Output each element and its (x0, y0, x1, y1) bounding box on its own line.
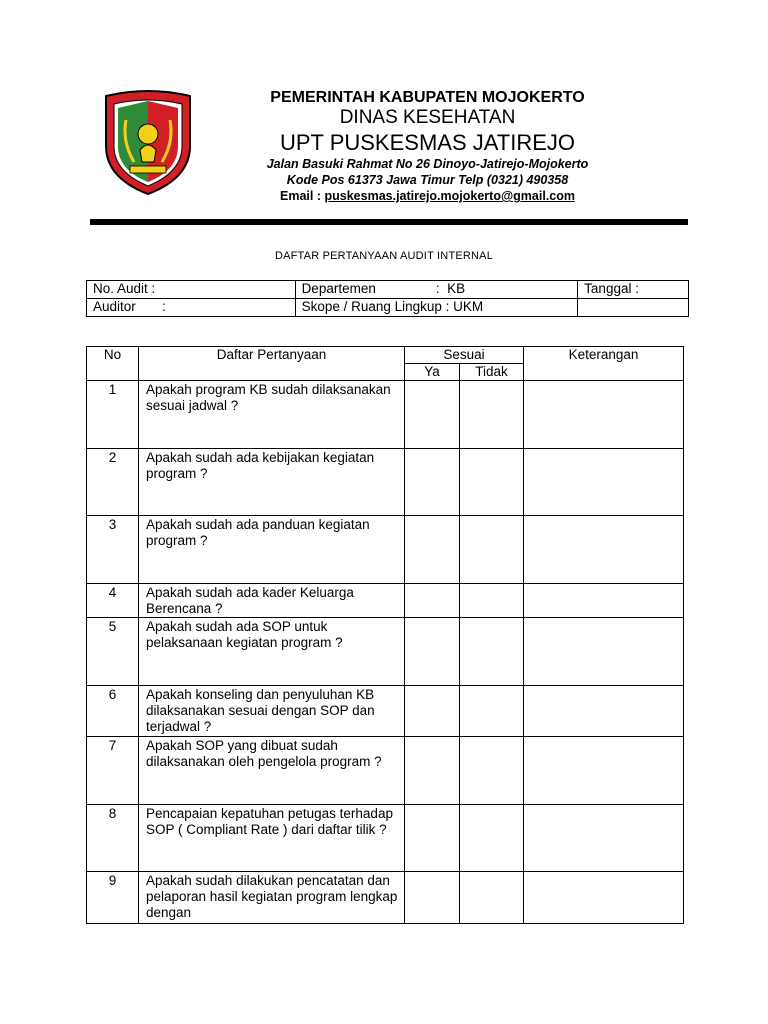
address-line-1: Jalan Basuki Rahmat No 26 Dinoyo-Jatirejo-Mojokerto (266, 157, 589, 171)
keterangan-cell[interactable] (524, 584, 684, 618)
header-sesuai: Sesuai (405, 347, 524, 364)
table-row (87, 737, 684, 805)
regency-crest-logo (100, 90, 196, 196)
table-row (87, 686, 684, 737)
email-label: Email : (280, 189, 325, 203)
email-link[interactable]: puskesmas.jatirejo.mojokerto@gmail.com (324, 189, 575, 203)
email-line (215, 188, 640, 204)
ya-checkbox-cell[interactable] (405, 618, 460, 686)
row-number: 6 (87, 686, 139, 737)
skope-cell: Skope / Ruang Lingkup : UKM (295, 299, 578, 317)
tidak-checkbox-cell[interactable] (460, 516, 524, 584)
ya-checkbox-cell[interactable] (405, 584, 460, 618)
keterangan-cell[interactable] (524, 686, 684, 737)
table-row (87, 449, 684, 516)
no-audit-cell: No. Audit : (87, 281, 296, 299)
row-question: Apakah sudah ada kebijakan kegiatan program ? (139, 449, 405, 516)
unit-name: UPT PUSKESMAS JATIREJO (279, 130, 576, 155)
table-row (87, 618, 684, 686)
row-number: 8 (87, 805, 139, 872)
document-title: DAFTAR PERTANYAAN AUDIT INTERNAL (274, 250, 494, 262)
tidak-checkbox-cell[interactable] (460, 449, 524, 516)
tidak-checkbox-cell[interactable] (460, 737, 524, 805)
row-number: 9 (87, 872, 139, 924)
tidak-checkbox-cell[interactable] (460, 381, 524, 449)
empty-cell (578, 299, 689, 317)
header-tidak: Tidak (460, 364, 524, 381)
row-question: Apakah konseling dan penyuluhan KB dilaksanakan sesuai dengan SOP dan terjadwal ? (139, 686, 405, 737)
tidak-checkbox-cell[interactable] (460, 805, 524, 872)
address-line-2: Kode Pos 61373 Jawa Timur Telp (0321) 490358 (286, 173, 569, 187)
row-number: 4 (87, 584, 139, 618)
tidak-checkbox-cell[interactable] (460, 584, 524, 618)
row-question: Pencapaian kepatuhan petugas terhadap SOP ( Compliant Rate ) dari daftar tilik ? (139, 805, 405, 872)
header-keterangan: Keterangan (524, 347, 684, 381)
row-question: Apakah sudah ada kader Keluarga Berencana ? (139, 584, 405, 618)
keterangan-cell[interactable] (524, 516, 684, 584)
auditor-cell: Auditor : (87, 299, 296, 317)
table-row (87, 516, 684, 584)
audit-question-table (86, 346, 684, 924)
letterhead (215, 86, 640, 204)
header-ya: Ya (405, 364, 460, 381)
tidak-checkbox-cell[interactable] (460, 618, 524, 686)
department-name: DINAS KESEHATAN (339, 107, 516, 128)
row-question: Apakah program KB sudah dilaksanakan sesuai jadwal ? (139, 381, 405, 449)
departemen-cell: Departemen : KB (295, 281, 578, 299)
row-question: Apakah SOP yang dibuat sudah dilaksanakan oleh pengelola program ? (139, 737, 405, 805)
table-row (87, 872, 684, 924)
row-number: 2 (87, 449, 139, 516)
table-row (87, 381, 684, 449)
government-name: PEMERINTAH KABUPATEN MOJOKERTO (270, 89, 585, 106)
header-question: Daftar Pertanyaan (139, 347, 405, 381)
ya-checkbox-cell[interactable] (405, 449, 460, 516)
keterangan-cell[interactable] (524, 449, 684, 516)
audit-info-table (86, 280, 689, 317)
row-number: 7 (87, 737, 139, 805)
keterangan-cell[interactable] (524, 872, 684, 924)
tanggal-cell: Tanggal : (578, 281, 689, 299)
ya-checkbox-cell[interactable] (405, 686, 460, 737)
tidak-checkbox-cell[interactable] (460, 686, 524, 737)
tidak-checkbox-cell[interactable] (460, 872, 524, 924)
header-divider (90, 219, 688, 225)
keterangan-cell[interactable] (524, 618, 684, 686)
keterangan-cell[interactable] (524, 737, 684, 805)
row-number: 1 (87, 381, 139, 449)
ya-checkbox-cell[interactable] (405, 737, 460, 805)
ya-checkbox-cell[interactable] (405, 516, 460, 584)
ya-checkbox-cell[interactable] (405, 872, 460, 924)
header-no: No (87, 347, 139, 381)
row-question: Apakah sudah ada panduan kegiatan program ? (139, 516, 405, 584)
keterangan-cell[interactable] (524, 805, 684, 872)
table-row (87, 805, 684, 872)
row-question: Apakah sudah dilakukan pencatatan dan pelaporan hasil kegiatan program lengkap dengan (139, 872, 405, 924)
ya-checkbox-cell[interactable] (405, 805, 460, 872)
row-question: Apakah sudah ada SOP untuk pelaksanaan kegiatan program ? (139, 618, 405, 686)
table-row (87, 584, 684, 618)
row-number: 5 (87, 618, 139, 686)
row-number: 3 (87, 516, 139, 584)
keterangan-cell[interactable] (524, 381, 684, 449)
ya-checkbox-cell[interactable] (405, 381, 460, 449)
